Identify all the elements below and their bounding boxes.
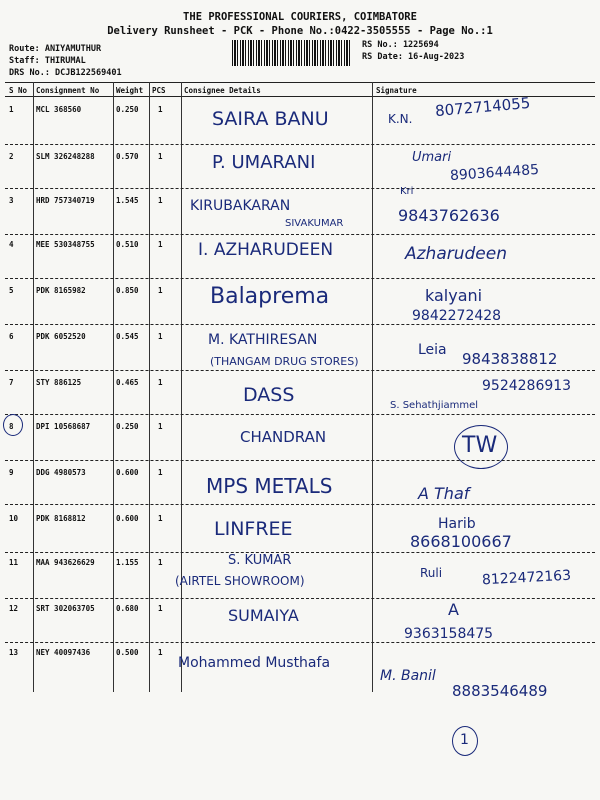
row-pcs: 1 (158, 152, 163, 161)
handwritten-signature: TW (462, 433, 498, 458)
row-consignment: SLM 326248288 (36, 152, 95, 161)
handwritten-phone: 8072714055 (434, 93, 532, 121)
handwritten-consignee: LINFREE (214, 518, 293, 540)
row-sno: 2 (9, 152, 14, 161)
rs-number: RS No.: 1225694 (362, 40, 439, 50)
row-consignment: MAA 943626629 (36, 558, 95, 567)
row-weight: 0.680 (116, 604, 139, 613)
handwritten-consignee: S. KUMAR (228, 553, 292, 568)
row-weight: 0.570 (116, 152, 139, 161)
row-consignment: DDG 4980573 (36, 468, 86, 477)
row-consignment: NEY 40097436 (36, 648, 91, 657)
row-consignment: DPI 10568687 (36, 422, 91, 431)
row-consignment: MCL 368560 (36, 105, 82, 114)
handwritten-signature: K.N. (388, 112, 413, 126)
row-pcs: 1 (158, 286, 163, 295)
handwritten-signature: A Thaf (418, 484, 470, 503)
runsheet-title: THE PROFESSIONAL COURIERS, COIMBATORE (183, 11, 417, 23)
table-top-rule (5, 82, 595, 83)
row-sno: 10 (9, 514, 19, 523)
row-sno: 12 (9, 604, 19, 613)
col-signature: Signature (376, 86, 417, 95)
row-sno: 5 (9, 286, 14, 295)
handwritten-signature: Harib (438, 516, 476, 532)
row-consignment: MEE 530348755 (36, 240, 95, 249)
handwritten-consignee: DASS (243, 384, 295, 406)
handwritten-consignee-line2: (AIRTEL SHOWROOM) (175, 574, 305, 588)
handwritten-signature: Ruli (420, 566, 443, 580)
handwritten-signature: Azharudeen (405, 244, 507, 264)
row-pcs: 1 (158, 422, 163, 431)
handwritten-phone: 9843838812 (462, 350, 558, 368)
handwritten-signature: S. Sehathjiammel (390, 400, 479, 411)
route-label: Route: ANIYAMUTHUR (9, 44, 102, 54)
handwritten-signature: M. Banil (380, 668, 436, 684)
row-weight: 0.510 (116, 240, 139, 249)
row-weight: 1.545 (116, 196, 139, 205)
handwritten-consignee: CHANDRAN (240, 428, 327, 446)
circle-mark (3, 414, 23, 436)
row-weight: 1.155 (116, 558, 139, 567)
row-consignment: HRD 757340719 (36, 196, 95, 205)
handwritten-phone: 9363158475 (404, 626, 494, 642)
col-pcs: PCS (152, 86, 166, 95)
handwritten-consignee: MPS METALS (206, 474, 333, 498)
handwritten-signature: kalyani (425, 286, 483, 305)
handwritten-consignee: I. AZHARUDEEN (198, 240, 334, 260)
row-sno: 8 (9, 422, 14, 431)
row-weight: 0.465 (116, 378, 139, 387)
handwritten-consignee: P. UMARANI (212, 152, 316, 173)
row-sno: 4 (9, 240, 14, 249)
handwritten-signature: Umari (412, 150, 452, 165)
row-weight: 0.250 (116, 422, 139, 431)
row-consignment: SRT 302063705 (36, 604, 95, 613)
row-sno: 11 (9, 558, 19, 567)
handwritten-phone: 9524286913 (482, 378, 572, 394)
row-weight: 0.500 (116, 648, 139, 657)
handwritten-phone: 8668100667 (410, 532, 512, 551)
row-pcs: 1 (158, 514, 163, 523)
handwritten-phone: 8903644485 (449, 161, 540, 185)
handwritten-consignee: Balaprema (210, 284, 330, 309)
row-pcs: 1 (158, 105, 163, 114)
handwritten-signature: A (448, 600, 459, 619)
handwritten-consignee: Mohammed Musthafa (178, 655, 331, 671)
handwritten-phone: 9843762636 (398, 206, 500, 225)
row-sno: 13 (9, 648, 19, 657)
handwritten-consignee: M. KATHIRESAN (208, 332, 318, 348)
row-weight: 0.850 (116, 286, 139, 295)
row-pcs: 1 (158, 240, 163, 249)
handwritten-consignee: SUMAIYA (228, 606, 299, 625)
staff-label: Staff: THIRUMAL (9, 56, 86, 66)
handwritten-consignee-line2: (THANGAM DRUG STORES) (210, 355, 359, 368)
page-mark-number: 1 (460, 732, 469, 748)
row-weight: 0.600 (116, 514, 139, 523)
handwritten-consignee: KIRUBAKARAN (190, 198, 291, 214)
col-weight: Weight (116, 86, 144, 95)
row-pcs: 1 (158, 332, 163, 341)
handwritten-consignee: SAIRA BANU (212, 108, 329, 130)
col-consignee: Consignee Details (184, 86, 261, 95)
row-sno: 9 (9, 468, 14, 477)
row-pcs: 1 (158, 196, 163, 205)
handwritten-signature: Leia (418, 342, 447, 358)
row-pcs: 1 (158, 558, 163, 567)
row-weight: 0.250 (116, 105, 139, 114)
row-pcs: 1 (158, 604, 163, 613)
handwritten-consignee-line2: SIVAKUMAR (285, 218, 344, 229)
row-sno: 7 (9, 378, 14, 387)
barcode (232, 40, 350, 66)
row-pcs: 1 (158, 648, 163, 657)
row-weight: 0.545 (116, 332, 139, 341)
row-sno: 3 (9, 196, 14, 205)
row-consignment: STY 886125 (36, 378, 82, 387)
row-consignment: PDK 6052520 (36, 332, 86, 341)
runsheet-subtitle: Delivery Runsheet - PCK - Phone No.:0422-3505555 - Page No.:1 (107, 25, 493, 37)
handwritten-phone: 9842272428 (412, 308, 502, 324)
row-sno: 1 (9, 105, 14, 114)
col-sno: S No (9, 86, 28, 95)
handwritten-signature: Kri (400, 186, 414, 197)
col-consignment: Consignment No (36, 86, 100, 95)
rs-date: RS Date: 16-Aug-2023 (362, 52, 465, 62)
handwritten-phone: 8883546489 (452, 682, 548, 700)
handwritten-phone: 8122472163 (481, 567, 572, 589)
row-sno: 6 (9, 332, 14, 341)
row-pcs: 1 (158, 378, 163, 387)
row-consignment: PDK 8168812 (36, 514, 86, 523)
row-pcs: 1 (158, 468, 163, 477)
drs-number: DRS No.: DCJB122569401 (9, 68, 122, 78)
row-weight: 0.600 (116, 468, 139, 477)
row-consignment: PDK 8165982 (36, 286, 86, 295)
